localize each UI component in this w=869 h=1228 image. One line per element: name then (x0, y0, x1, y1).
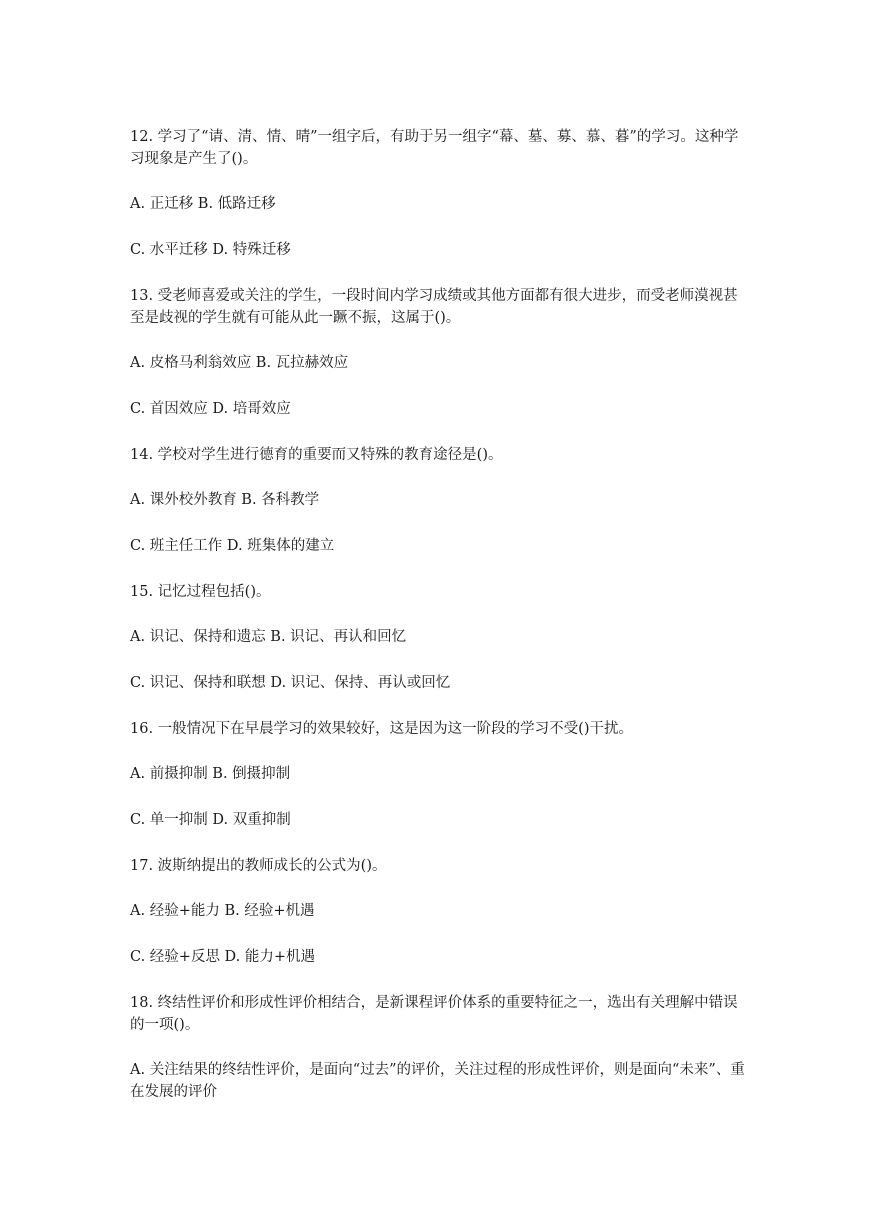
question-15-options-cd: C. 识记、保持和联想 D. 识记、保持、再认或回忆 (130, 675, 451, 691)
question-12-stem: 12. 学习了“请、清、情、晴”一组字后，有助于另一组字“幕、墓、募、慕、暮”的学习。这种学习现象是产生了()。 (130, 129, 739, 167)
question-18-option-a: A. 关注结果的终结性评价，是面向“过去”的评价，关注过程的形成性评价，则是面向“未来”、重在发展的评价 (130, 1062, 745, 1100)
question-17-options-ab: A. 经验+能力 B. 经验+机遇 (130, 903, 315, 919)
question-14-stem: 14. 学校对学生进行德育的重要而又特殊的教育途径是()。 (130, 447, 503, 463)
document-page (130, 126, 745, 1127)
question-12-options-cd: C. 水平迁移 D. 特殊迁移 (130, 242, 291, 258)
question-13-options-ab: A. 皮格马利翁效应 B. 瓦拉赫效应 (130, 355, 349, 371)
question-16-options-ab: A. 前摄抑制 B. 倒摄抑制 (130, 766, 291, 782)
question-17-stem: 17. 波斯纳提出的教师成长的公式为()。 (130, 858, 387, 874)
question-14-options-cd: C. 班主任工作 D. 班集体的建立 (130, 538, 335, 554)
question-13-stem: 13. 受老师喜爱或关注的学生，一段时间内学习成绩或其他方面都有很大进步，而受老师漠视甚至是歧视的学生就有可能从此一蹶不振，这属于()。 (130, 288, 738, 326)
question-17-options-cd: C. 经验+反思 D. 能力+机遇 (130, 949, 316, 965)
question-16-options-cd: C. 单一抑制 D. 双重抑制 (130, 812, 291, 828)
question-18-stem: 18. 终结性评价和形成性评价相结合，是新课程评价体系的重要特征之一，选出有关理解中错误的一项()。 (130, 995, 738, 1033)
question-14-options-ab: A. 课外校外教育 B. 各科教学 (130, 492, 320, 508)
question-15-options-ab: A. 识记、保持和遗忘 B. 识记、再认和回忆 (130, 629, 407, 645)
question-16-stem: 16. 一般情况下在早晨学习的效果较好，这是因为这一阶段的学习不受()干扰。 (130, 721, 633, 737)
question-12-options-ab: A. 正迁移 B. 低路迁移 (130, 196, 276, 212)
question-15-stem: 15. 记忆过程包括()。 (130, 584, 271, 600)
question-13-options-cd: C. 首因效应 D. 培哥效应 (130, 401, 291, 417)
